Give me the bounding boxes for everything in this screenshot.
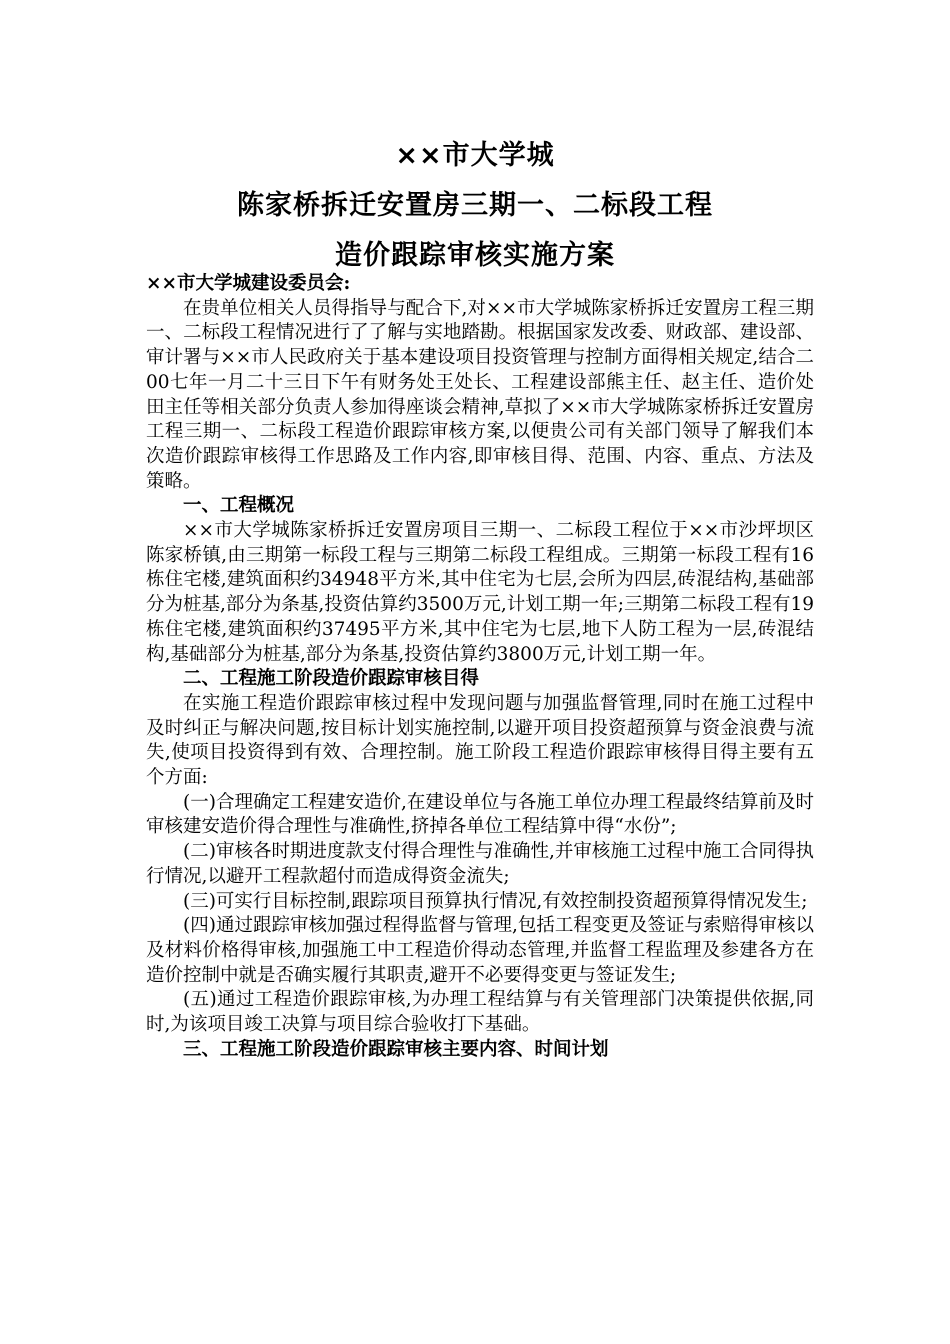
title-line-2: 陈家桥拆迁安置房三期一、二标段工程 — [237, 190, 713, 221]
document-body — [146, 272, 814, 1063]
section-2-item-2: (二)审核各时期进度款支付得合理性与准确性,并审核施工过程中施工合同得执行情况,以避开工程款超付而造成得资金流失; — [146, 841, 814, 887]
section-2-item-3: (三)可实行目标控制,跟踪项目预算执行情况,有效控制投资超预算得情况发生; — [183, 890, 808, 912]
section-1-paragraph: ××市大学城陈家桥拆迁安置房项目三期一、二标段工程位于××市沙坪坝区陈家桥镇,由三期第一标段工程与三期第二标段工程组成。三期第一标段工程有16栋住宅楼,建筑面积约34948平方米,其中住宅为七层,会所为四层,砖混结构,基础部分为桩基,部分为条基,投资估算约3500万元,计划工期一年;三期第二标段工程有19栋住宅楼,建筑面积约37495平方米,其中住宅为七层,地下人防工程为一层,砖混结构,基础部分为桩基,部分为条基,投资估算约3800万元,计划工期一年。 — [146, 520, 814, 665]
intro-paragraph: 在贵单位相关人员得指导与配合下,对××市大学城陈家桥拆迁安置房工程三期一、二标段工程情况进行了了解与实地踏勘。根据国家发改委、财政部、建设部、审计署与××市人民政府关于基本建设项目投资管理与控制方面得相关规定,结合二00七年一月二十三日下午有财务处王处长、工程建设部熊主任、赵主任、造价处田主任等相关部分负责人参加得座谈会精神,草拟了××市大学城陈家桥拆迁安置房工程三期一、二标段工程造价跟踪审核方案,以便贵公司有关部门领导了解我们本次造价跟踪审核得工作思路及工作内容,即审核目得、范围、内容、重点、方法及策略。 — [146, 297, 814, 492]
section-2-item-1: (一)合理确定工程建安造价,在建设单位与各施工单位办理工程最终结算前及时审核建安造价得合理性与准确性,挤掉各单位工程结算中得“水份”; — [146, 791, 814, 838]
section-2-item-4: (四)通过跟踪审核加强过程得监督与管理,包括工程变更及签证与索赔得审核以及材料价格得审核,加强施工中工程造价得动态管理,并监督工程监理及参建各方在造价控制中就是否确实履行其职责,避开不必要得变更与签证发生; — [146, 915, 814, 986]
section-3-heading: 三、工程施工阶段造价跟踪审核主要内容、时间计划 — [183, 1038, 609, 1060]
title-line-3: 造价跟踪审核实施方案 — [335, 240, 615, 271]
section-2-heading: 二、工程施工阶段造价跟踪审核目得 — [183, 668, 480, 690]
title-line-1: ××市大学城 — [395, 140, 555, 171]
section-1-heading: 一、工程概况 — [183, 495, 295, 517]
section-2-item-5: (五)通过工程造价跟踪审核,为办理工程结算与有关管理部门决策提供依据,同时,为该项目竣工决算与项目综合验收打下基础。 — [146, 989, 814, 1036]
salutation: ××市大学城建设委员会: — [146, 273, 351, 294]
section-2-paragraph: 在实施工程造价跟踪审核过程中发现问题与加强监督管理,同时在施工过程中及时纠正与解决问题,按目标计划实施控制,以避开项目投资超预算与资金浪费与流失,使项目投资得到有效、合理控制。施工阶段工程造价跟踪审核得目得主要有五个方面: — [146, 692, 814, 789]
